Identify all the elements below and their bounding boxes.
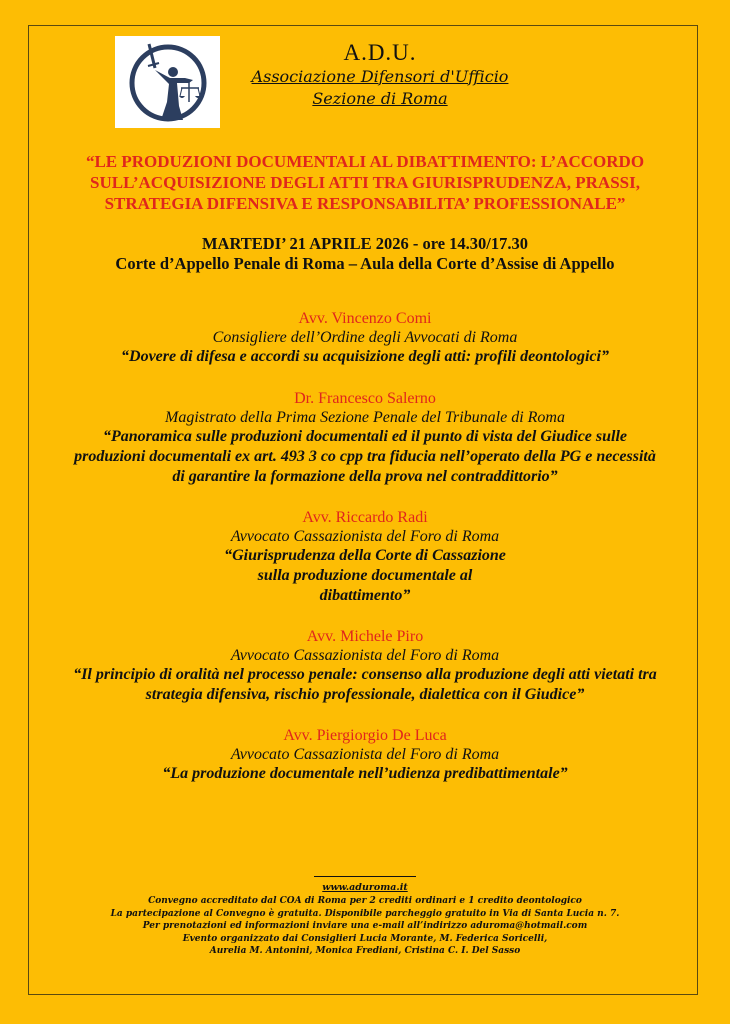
- footer-line: Convegno accreditato dal COA di Roma per 2 crediti ordinari e 1 credito deontologico: [148, 896, 582, 906]
- speaker-talk-title: “La produzione documentale nell’udienza predibattimentale”: [162, 765, 568, 782]
- speaker-role: Consigliere dell’Ordine degli Avvocati di Roma: [212, 329, 518, 346]
- adu-logo: [115, 36, 220, 128]
- footer-line: Evento organizzato dai Consiglieri Lucia Morante, M. Federica Soricelli,: [182, 933, 548, 944]
- speaker-block: [50, 627, 680, 705]
- event-date-time: MARTEDI’ 21 APRILE 2026 - ore 14.30/17.30: [201, 234, 529, 253]
- speaker-block: [50, 508, 680, 606]
- footer-divider: [314, 876, 416, 877]
- speaker-talk-title: “Panoramica sulle produzioni documentali ed il punto di vista del Giudice sulle produzioni documentali ex art. 493 3 co cpp tra fiducia nell’operato della PG e necessità di garantire la formazione della prova nel contraddittorio”: [74, 428, 656, 485]
- speaker-talk-title: “Giurisprudenza della Corte di Cassazione sulla produzione documentale al dibattimento”: [224, 547, 506, 604]
- footer: [60, 876, 670, 958]
- speaker-talk-title: “Il principio di oralità nel processo penale: consenso alla produzione degli atti vietati tra strategia difensiva, rischio professionale, dialettica con il Giudice”: [73, 666, 657, 703]
- speaker-name: Avv. Piergiorgio De Luca: [283, 727, 447, 744]
- org-section: Sezione di Roma: [312, 89, 448, 108]
- website-link[interactable]: www.aduroma.it: [322, 882, 408, 893]
- org-abbreviation: A.D.U.: [343, 40, 417, 65]
- conference-title: “LE PRODUZIONI DOCUMENTALI AL DIBATTIMENTO: L’ACCORDO SULL’ACQUISIZIONE DEGLI ATTI TRA GIURISPRUDENZA, PRASSI, STRATEGIA DIFENSIVA E RESPONSABILITA’ PROFESSIONALE”: [85, 152, 645, 213]
- speaker-role: Magistrato della Prima Sezione Penale del Tribunale di Roma: [165, 409, 565, 426]
- justice-figure-icon: [115, 36, 220, 128]
- event-venue: Corte d’Appello Penale di Roma – Aula della Corte d’Assise di Appello: [115, 254, 615, 273]
- speakers-list: [50, 309, 680, 784]
- speaker-talk-title: “Dovere di difesa e accordi su acquisizione degli atti: profili deontologici”: [121, 348, 609, 365]
- event-details: [60, 234, 670, 274]
- footer-line: La partecipazione al Convegno è gratuita. Disponibile parcheggio gratuito in Via di Santa Lucia n. 7.: [110, 908, 620, 919]
- organization-header: [230, 40, 530, 110]
- speaker-block: [50, 726, 680, 784]
- speaker-block: [50, 389, 680, 487]
- speaker-block: [50, 309, 680, 367]
- footer-line: Per prenotazioni ed informazioni inviare una e-mail all’indirizzo aduroma@hotmail.com: [142, 921, 588, 931]
- speaker-role: Avvocato Cassazionista del Foro di Roma: [230, 647, 500, 664]
- speaker-name: Dr. Francesco Salerno: [294, 390, 436, 407]
- org-name: Associazione Difensori d'Ufficio: [251, 67, 509, 86]
- speaker-name: Avv. Michele Piro: [306, 628, 424, 645]
- speaker-name: Avv. Vincenzo Comi: [298, 310, 432, 327]
- speaker-role: Avvocato Cassazionista del Foro di Roma: [230, 746, 500, 763]
- speaker-role: Avvocato Cassazionista del Foro di Roma: [230, 528, 500, 545]
- footer-line: Aurelia M. Antonini, Monica Frediani, Cristina C. I. Del Sasso: [209, 946, 521, 956]
- speaker-name: Avv. Riccardo Radi: [302, 509, 428, 526]
